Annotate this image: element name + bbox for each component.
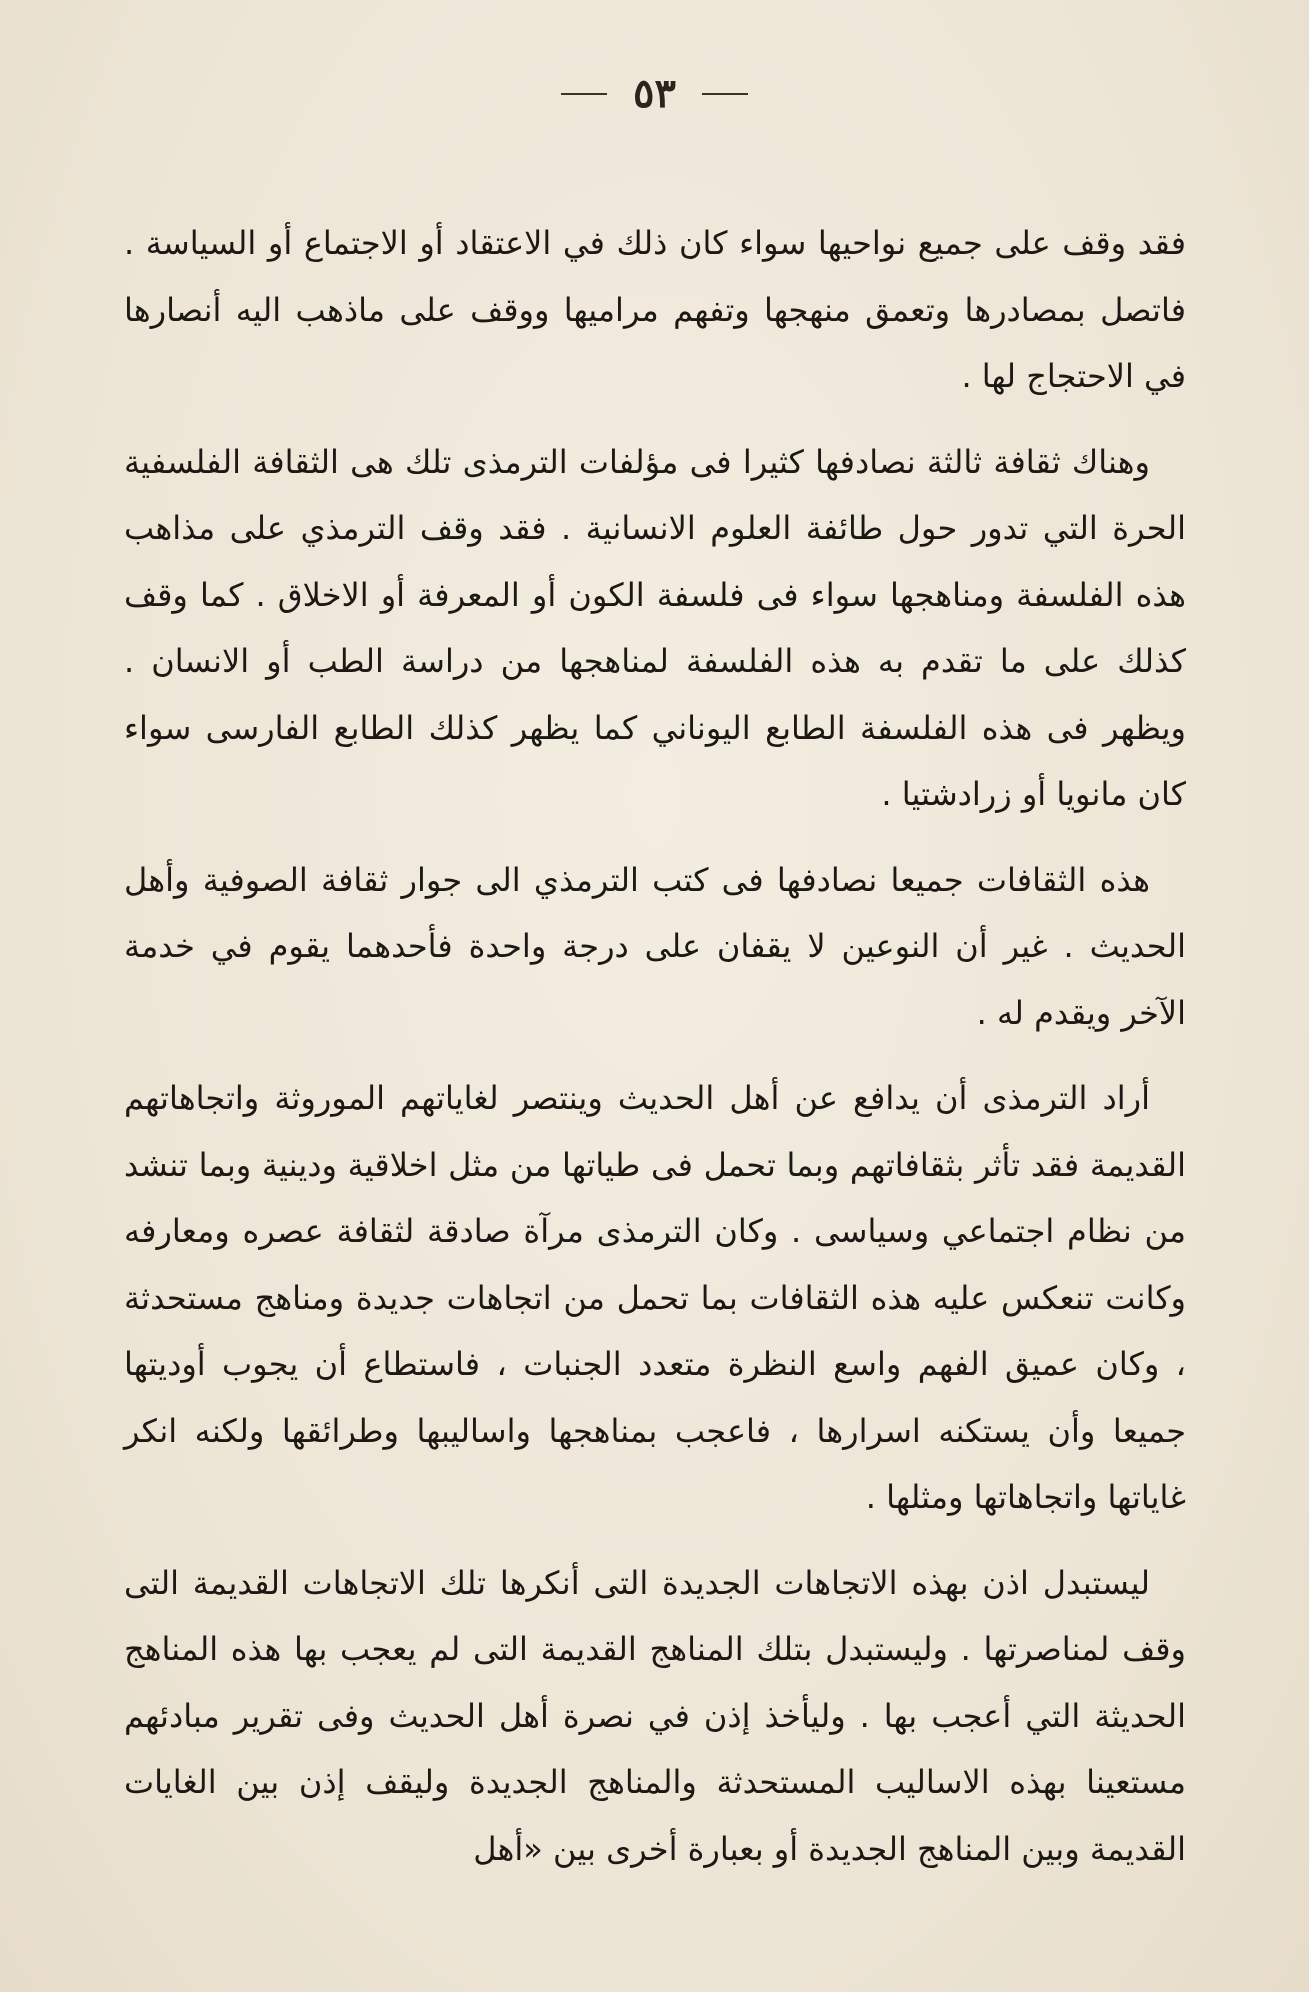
paragraph-5: ليستبدل اذن بهذه الاتجاهات الجديدة التى أنكرها تلك الاتجاهات القديمة التى وقف لمناصرتها . وليستبدل بتلك المناهج القديمة التى لم يعجب بها هذه المناهج الحديثة التي أعجب بها . وليأخذ إذن في نصرة أهل الحديث وفى تقرير مبادئهم مستعينا بهذه الاساليب المستحدثة والمناهج الجديدة وليقف إذن بين الغايات القديمة وبين المناهج الجديدة أو بعبارة أخرى بين «أهل [124, 1563, 1186, 1868]
page-number: ٥٣ [633, 70, 676, 117]
body-text [124, 210, 1186, 1901]
left-dash-divider [561, 93, 607, 95]
paragraph-1: فقد وقف على جميع نواحيها سواء كان ذلك في الاعتقاد أو الاجتماع أو السياسة . فاتصل بمصادرها وتعمق منهجها وتفهم مراميها ووقف على ماذهب اليه أنصارها في الاحتجاج لها . [124, 224, 1186, 395]
paragraph-3: هذه الثقافات جميعا نصادفها فى كتب الترمذي الى جوار ثقافة الصوفية وأهل الحديث . غير أن النوعين لا يقفان على درجة واحدة فأحدهما يقوم في خدمة الآخر ويقدم له . [124, 860, 1186, 1032]
page-header [0, 70, 1309, 117]
right-dash-divider [702, 93, 748, 95]
paragraph-4: أراد الترمذى أن يدافع عن أهل الحديث وينتصر لغاياتهم الموروثة واتجاهاتهم القديمة فقد تأثر بثقافاتهم وبما تحمل فى طياتها من مثل اخلاقية ودينية وبما تنشد من نظام اجتماعي وسياسى . وكان الترمذى مرآة صادقة لثقافة عصره ومعارفه وكانت تنعكس عليه هذه الثقافات بما تحمل من اتجاهات جديدة ومناهج مستحدثة ، وكان عميق الفهم واسع النظرة متعدد الجنبات ، فاستطاع أن يجوب أوديتها جميعا وأن يستكنه اسرارها ، فاعجب بمناهجها واساليبها وطرائقها ولكنه انكر غاياتها واتجاهاتها ومثلها . [124, 1079, 1186, 1516]
paragraph-2: وهناك ثقافة ثالثة نصادفها كثيرا فى مؤلفات الترمذى تلك هى الثقافة الفلسفية الحرة التي تدور حول طائفة العلوم الانسانية . فقد وقف الترمذي على مذاهب هذه الفلسفة ومناهجها سواء فى فلسفة الكون أو المعرفة أو الاخلاق . كما وقف كذلك على ما تقدم به هذه الفلسفة لمناهجها من دراسة الطب أو الانسان . ويظهر فى هذه الفلسفة الطابع اليوناني كما يظهر كذلك الطابع الفارسى سواء كان مانويا أو زرادشتيا . [124, 442, 1186, 813]
